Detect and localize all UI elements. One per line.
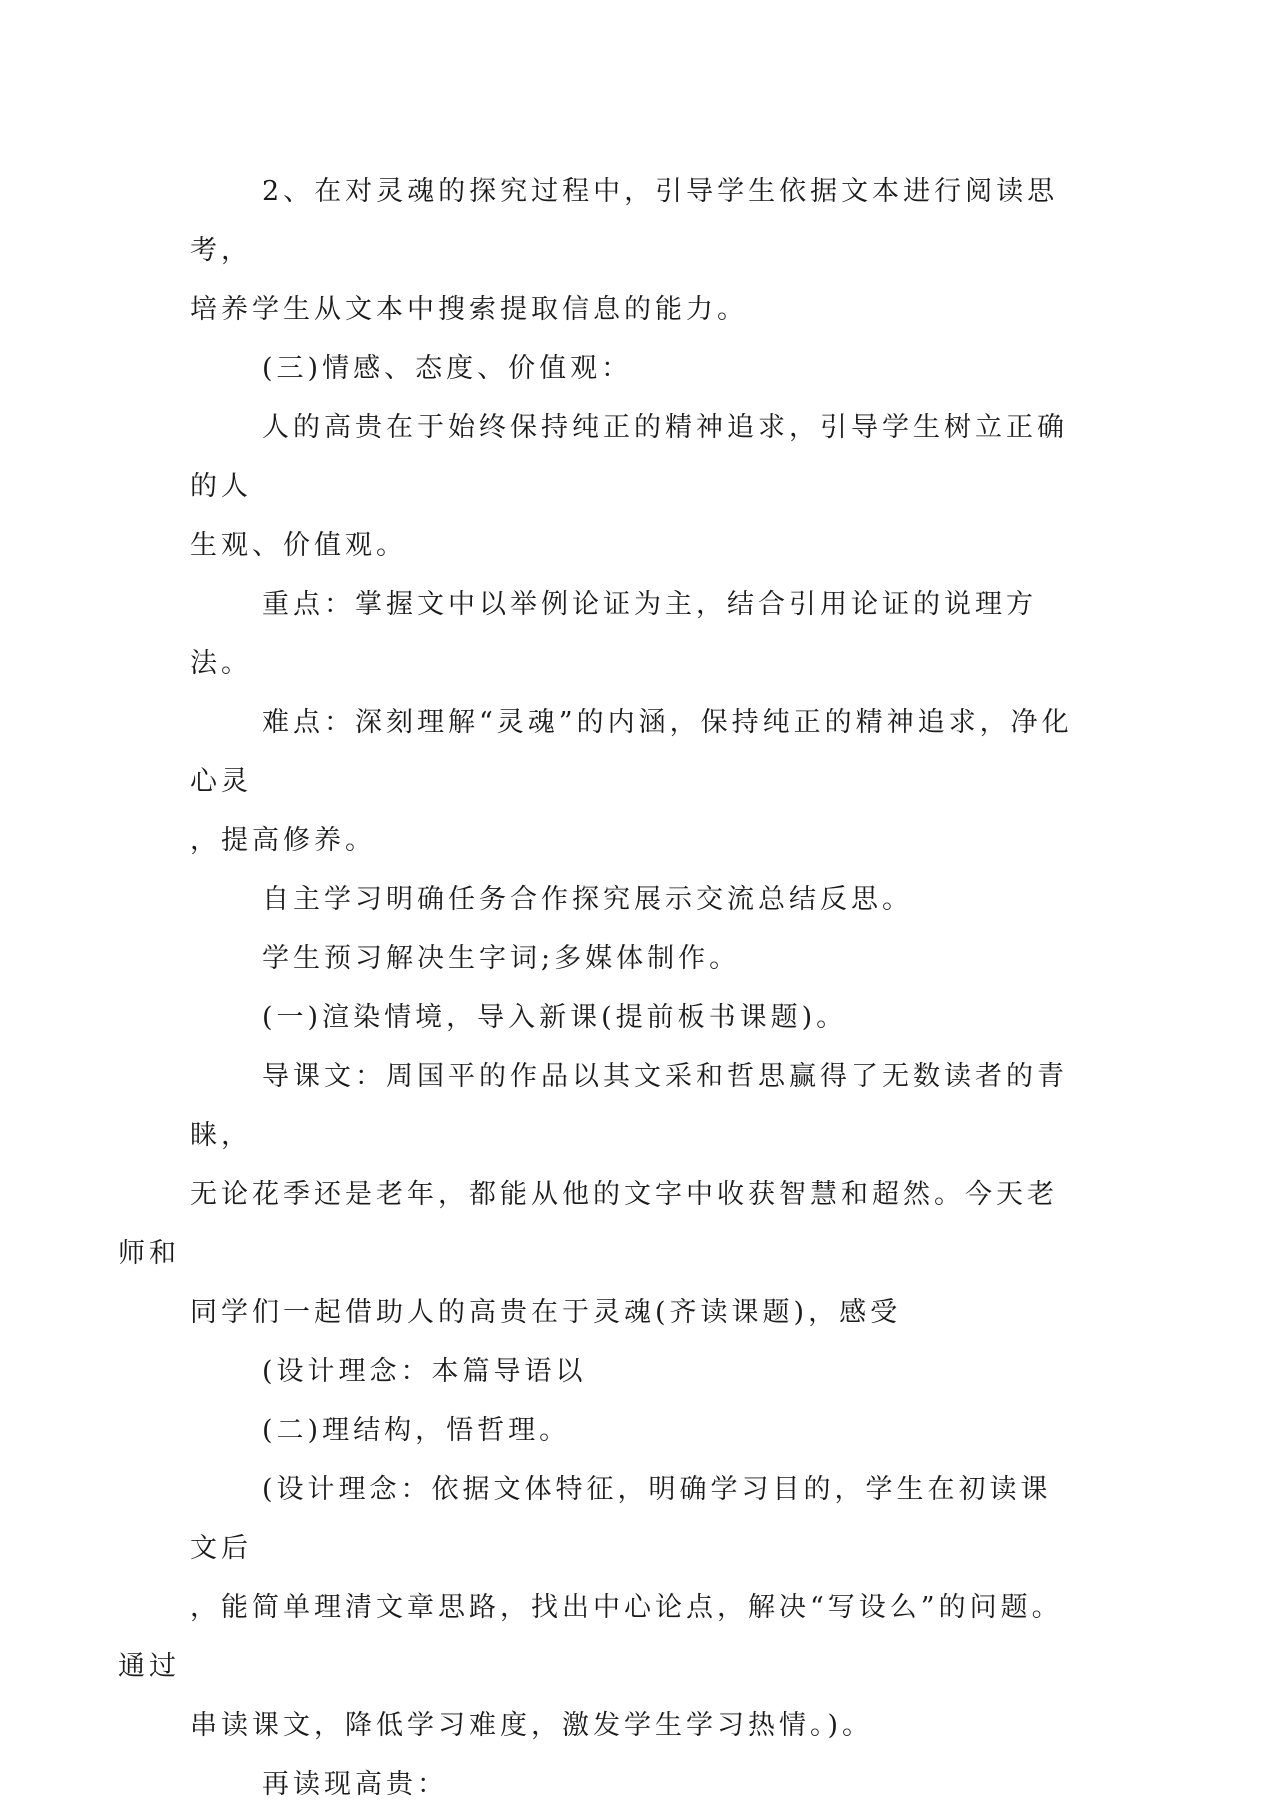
paragraph-difficult-point bbox=[190, 693, 1080, 870]
text-line: ，提高修养。 bbox=[190, 825, 376, 856]
text-line: 无论花季还是老年，都能从他的文字中收获智慧和超然。今天老师和 bbox=[118, 1179, 1058, 1269]
heading-reread-nobility bbox=[190, 1755, 1080, 1814]
text-line: 人的高贵在于始终保持纯正的精神追求，引导学生树立正确的人 bbox=[190, 412, 1068, 502]
text-line: 导课文：周国平的作品以其文采和哲思赢得了无数读者的青睐， bbox=[190, 1061, 1068, 1151]
text-line: 串读课文，降低学习难度，激发学生学习热情。)。 bbox=[190, 1710, 874, 1741]
document-body bbox=[118, 162, 1080, 1814]
text-line: 再读现高贵： bbox=[262, 1769, 448, 1800]
text-line: 学生预习解决生字词;多媒体制作。 bbox=[262, 943, 741, 974]
text-line: (二)理结构，悟哲理。 bbox=[262, 1415, 571, 1446]
text-line: 2、在对灵魂的探究过程中，引导学生依据文本进行阅读思考， bbox=[190, 176, 1059, 266]
text-line: (设计理念：依据文体特征，明确学习目的，学生在初读课文后 bbox=[190, 1474, 1052, 1564]
text-line: (设计理念：本篇导语以 bbox=[262, 1356, 587, 1387]
heading-step-two bbox=[190, 1401, 1080, 1460]
text-line: 难点：深刻理解“灵魂”的内涵，保持纯正的精神追求，净化心灵 bbox=[190, 707, 1073, 797]
text-line: 生观、价值观。 bbox=[190, 530, 407, 561]
text-line: 自主学习明确任务合作探究展示交流总结反思。 bbox=[262, 884, 913, 915]
paragraph-teaching-method bbox=[190, 870, 1080, 929]
text-line: ，能简单理清文章思路，找出中心论点，解决“写设么”的问题。通过 bbox=[118, 1592, 1063, 1682]
paragraph-design-concept-structure bbox=[118, 1460, 1080, 1755]
text-line: 培养学生从文本中搜索提取信息的能力。 bbox=[190, 294, 748, 325]
text-line: (三)情感、态度、价值观： bbox=[262, 353, 633, 384]
paragraph-key-point bbox=[190, 575, 1080, 693]
text-line: 重点：掌握文中以举例论证为主，结合引用论证的说理方法。 bbox=[190, 589, 1037, 679]
text-line: 同学们一起借助人的高贵在于灵魂(齐读课题)，感受 bbox=[190, 1297, 902, 1328]
heading-emotion-attitude-values bbox=[190, 339, 1080, 398]
paragraph-lesson-intro bbox=[118, 1047, 1080, 1342]
paragraph-design-concept-intro bbox=[190, 1342, 1080, 1401]
text-line: (一)渲染情境，导入新课(提前板书课题)。 bbox=[262, 1002, 848, 1033]
paragraph-preparation bbox=[190, 929, 1080, 988]
heading-step-one bbox=[190, 988, 1080, 1047]
paragraph-ability-goal bbox=[190, 162, 1080, 339]
paragraph-values-goal bbox=[190, 398, 1080, 575]
